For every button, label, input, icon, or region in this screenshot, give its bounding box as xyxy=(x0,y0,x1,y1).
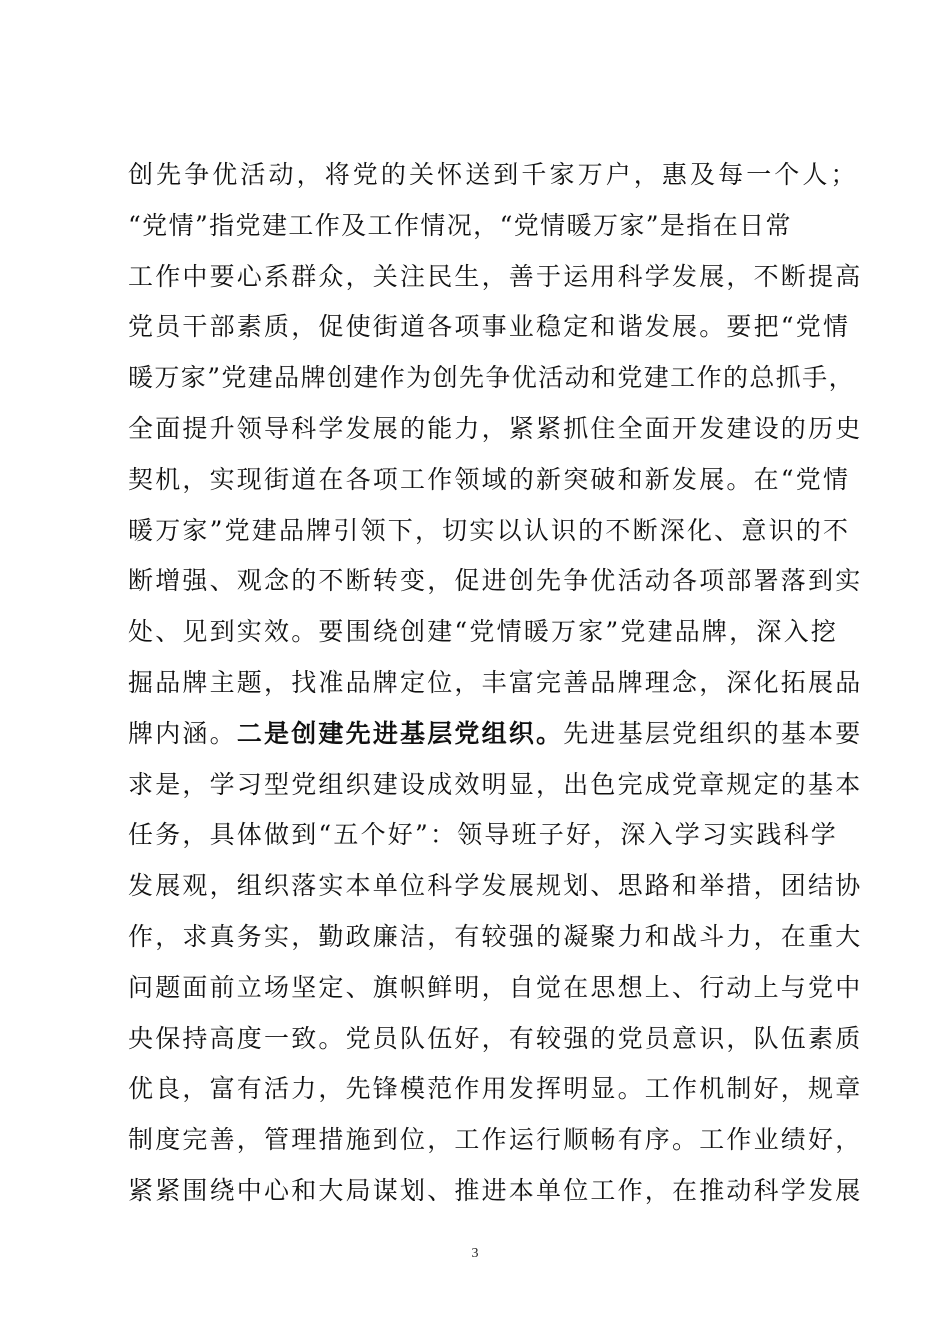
text-line-21: 紧紧围绕中心和大局谋划、推进本单位工作，在推动科学发展 xyxy=(128,1175,863,1205)
section-heading-bold: 二是创建先进基层党组织。 xyxy=(236,718,564,748)
text-line-11: 掘品牌主题，找准品牌定位，丰富完善品牌理念，深化拓展品 xyxy=(128,667,863,697)
text-line-7: 契机，实现街道在各项工作领域的新突破和新发展。在“党情 xyxy=(128,464,851,494)
text-line-16: 作，求真务实，勤政廉洁，有较强的凝聚力和战斗力，在重大 xyxy=(128,921,863,951)
text-line-10: 处、见到实效。要围绕创建“党情暖万家”党建品牌，深入挖 xyxy=(128,617,838,647)
text-line-6: 全面提升领导科学发展的能力，紧紧抓住全面开发建设的历史 xyxy=(128,413,863,443)
text-line-4: 党员干部素质，促使街道各项事业稳定和谐发展。要把“党情 xyxy=(128,312,851,342)
text-line-12-end: 先进基层党组织的基本要 xyxy=(563,718,863,748)
text-line-2: “党情”指党建工作及工作情况，“党情暖万家”是指在日常 xyxy=(128,210,792,240)
text-line-14: 任务，具体做到“五个好”：领导班子好，深入学习实践科学 xyxy=(128,820,838,850)
text-line-5: 暖万家”党建品牌创建作为创先争优活动和党建工作的总抓手， xyxy=(128,363,855,393)
text-line-8: 暖万家”党建品牌引领下，切实以认识的不断深化、意识的不 xyxy=(128,515,851,545)
text-line-13: 求是，学习型党组织建设成效明显，出色完成党章规定的基本 xyxy=(128,769,863,799)
text-line-17: 问题面前立场坚定、旗帜鲜明，自觉在思想上、行动上与党中 xyxy=(128,972,863,1002)
text-line-20: 制度完善，管理措施到位，工作运行顺畅有序。工作业绩好， xyxy=(128,1125,863,1155)
text-line-9: 断增强、观念的不断转变，促进创先争优活动各项部署落到实 xyxy=(128,566,863,596)
page-number: 3 xyxy=(471,1246,479,1261)
text-line-18: 央保持高度一致。党员队伍好，有较强的党员意识，队伍素质 xyxy=(128,1023,863,1053)
text-line-15: 发展观，组织落实本单位科学发展规划、思路和举措，团结协 xyxy=(128,871,863,901)
text-line-1: 创先争优活动，将党的关怀送到千家万户，惠及每一个人； xyxy=(128,160,859,189)
text-line-12-start: 牌内涵。 xyxy=(128,718,237,748)
text-line-12 xyxy=(128,709,863,760)
text-line-3: 工作中要心系群众，关注民生，善于运用科学发展，不断提高 xyxy=(128,261,863,291)
body-text xyxy=(128,150,863,1217)
text-line-19: 优良，富有活力，先锋模范作用发挥明显。工作机制好，规章 xyxy=(128,1074,863,1104)
